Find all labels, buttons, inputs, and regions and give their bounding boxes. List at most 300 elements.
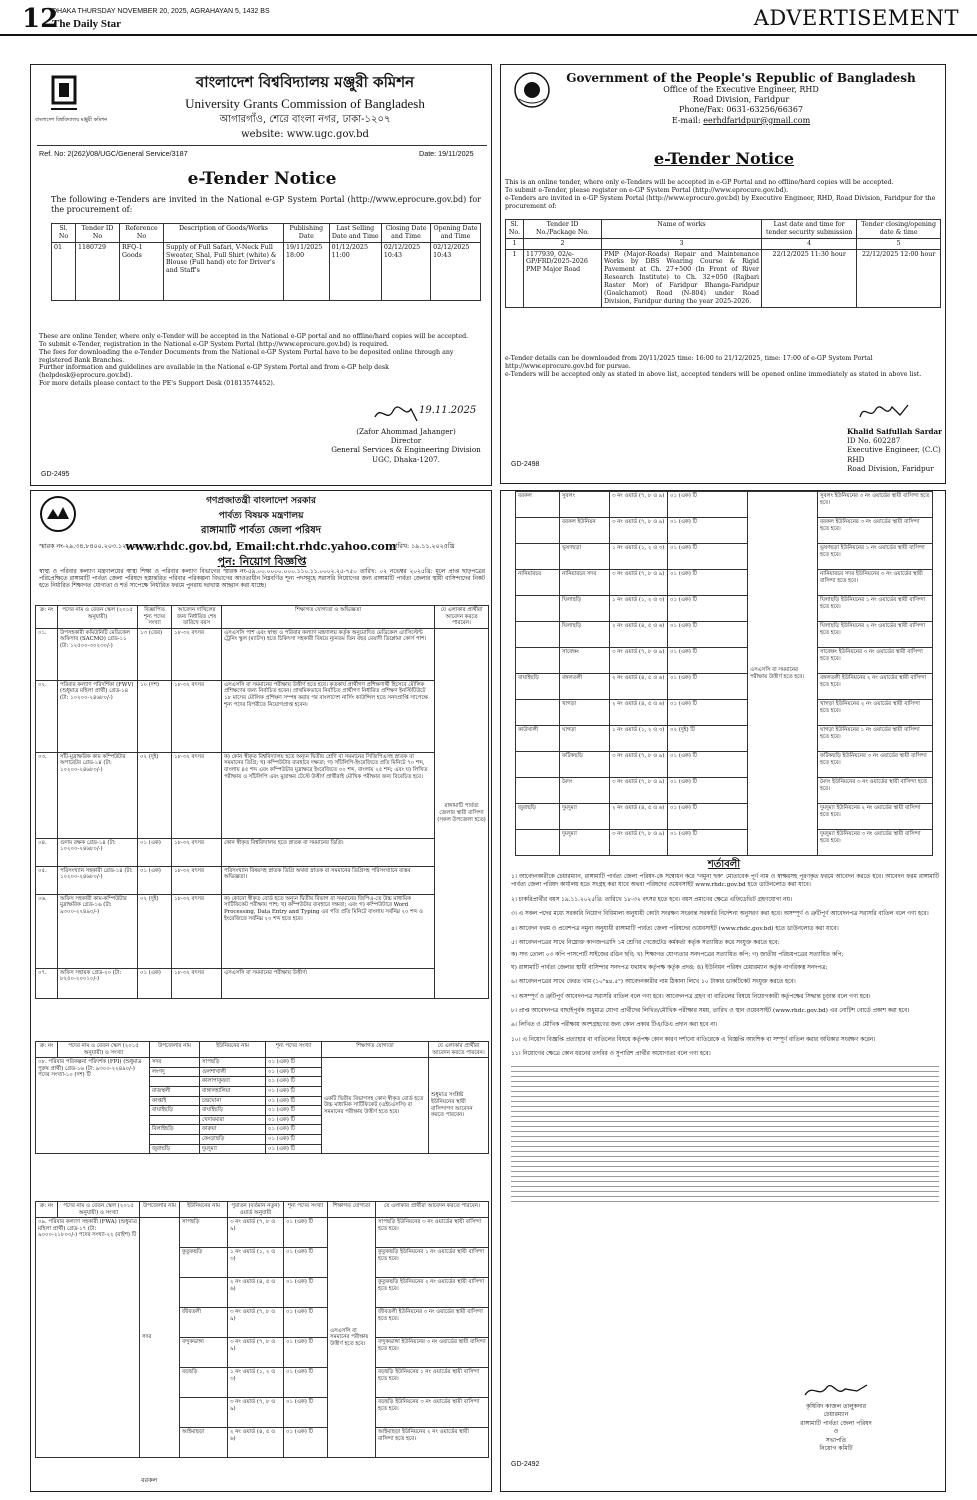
table-row bbox=[36, 752, 489, 838]
cell: সাবেক্ষং bbox=[560, 648, 610, 674]
intro-line: This is an online tender, where only e-Tenders will be accepted in e-GP Portal and no offline/hard copies will be accepted. bbox=[505, 179, 894, 186]
table-row bbox=[516, 492, 933, 518]
col-number: 4 bbox=[762, 238, 857, 249]
col-header: Publishing Date bbox=[284, 224, 330, 243]
cell: ১ নং ওয়ার্ড (১, ২ ও ৩) bbox=[610, 726, 668, 752]
col-header: ক্র: নং bbox=[36, 606, 58, 629]
cell: নানিয়ারচর সদর bbox=[560, 570, 610, 596]
cell: বঙ্গলতলী ইউনিয়নের ২ নং ওয়ার্ডের স্থায়ী বাসিন্দা হতে হবে। bbox=[818, 674, 933, 700]
cell bbox=[516, 700, 560, 726]
rhdc-council-sig: রাঙ্গামাটি পার্বত্য জেলা পরিষদ bbox=[800, 1419, 872, 1427]
page-header bbox=[0, 0, 977, 36]
newspaper-name: The Daily Star bbox=[52, 18, 122, 30]
cell: ০২ (দুই) bbox=[138, 752, 172, 838]
cell: ০১ (এক) টি bbox=[284, 1398, 328, 1428]
col-header: বিজ্ঞাপিত শূন্য পদের সংখ্যা bbox=[138, 606, 172, 629]
cell: ০১ (এক) টি bbox=[266, 1115, 322, 1125]
dateline: DHAKA THURSDAY NOVEMBER 20, 2025, AGRAHAYAN 5, 1432 BS bbox=[52, 8, 270, 15]
table-row bbox=[516, 674, 933, 700]
intro-line: e-Tenders are invited in e-GP System Portal (http://www.eprocure.gov.bd) by Executive Engineer, RHD, Road Division, Faridpur for the procurement of: bbox=[505, 194, 936, 210]
cell bbox=[180, 1398, 228, 1428]
note: To submit e-Tender, registration in the National e-GP System Portal (http://www.eprocure.gov.bd) is required. bbox=[39, 340, 389, 348]
cell: নানিয়ারচর সদর ইউনিয়নের ৩ নং ওয়ার্ডের স্থায়ী বাসিন্দা হতে হবে। bbox=[818, 570, 933, 596]
cell: ২ নং ওয়ার্ড (৪, ৫ ও ৬) bbox=[228, 1278, 284, 1308]
ugc-tender-table bbox=[51, 223, 481, 301]
term: ৯। লিখিত ও মৌখিক পরীক্ষায় অংশগ্রহণের জন্য কোন প্রকার টিএ/ডিএ প্রদান করা হবে না। bbox=[511, 1022, 718, 1029]
section-title: ADVERTISEMENT bbox=[753, 6, 959, 30]
cell bbox=[516, 622, 560, 648]
cell: ঘাগড়া ইউনিয়নের ১ নং ওয়ার্ডের স্থায়ী বাসিন্দা হতে হবে। bbox=[818, 726, 933, 752]
cell: ২ নং ওয়ার্ড (৪, ৫ ও ৬) bbox=[610, 700, 668, 726]
rhd-division: Road Division, Faridpur bbox=[692, 95, 790, 105]
table-row bbox=[36, 628, 489, 680]
ad-code: GD-2495 bbox=[41, 471, 70, 478]
cell: 1177939, 02/e-GP/FRD/2025-2026 PMP Major Road bbox=[524, 249, 602, 307]
term: ৬। আবেদনপত্রের সাথে ফেরত খাম (১০"x৪.৫") আবেদনকারীর নাম ঠিকানা লিখে ১০ টাকার ডাকটিকেট সংযুক্ত করতে হবে। bbox=[511, 979, 796, 986]
cell: 1180729 bbox=[76, 242, 120, 300]
rhd-phone: Phone/Fax: 0631-63256/66367 bbox=[678, 105, 804, 115]
cell: এসএসসি বা সমমানের পরীক্ষায় উত্তীর্ণ হতে হবে। কৃতকার্য প্রার্থীগণ প্রশিক্ষণার্থী হিসেবে মৌলিক প্রশিক্ষণের জন্য নির্বাচিত হবেন। প্রাথমিকভাবে নির্বাচিত প্রার্থীগণ নির্ধারিত প্রশিক্ষণ ইনস্টিটিউটে ১৮ মাসের মৌলিক প্রশিক্ষণ সম্পন্ন করার পর বাংলাদেশ নার্সিং কাউন্সিল হতে সনদপ্রাপ্তি সাপেক্ষে শূন্য পদের বিপরীতে নিয়োগপ্রাপ্ত হবেন। bbox=[222, 680, 435, 752]
qual-cell: এসএসসি বা সমমানের পরীক্ষায় উত্তীর্ণ হতে হবে। bbox=[328, 1218, 376, 1458]
cell: ১৮-৩২ বৎসর bbox=[172, 628, 222, 680]
cell: ০১ (এক) টি bbox=[266, 1086, 322, 1096]
table-row bbox=[516, 752, 933, 778]
cell: ০১ (এক) টি bbox=[668, 518, 748, 544]
cell: মৈদং bbox=[560, 778, 610, 804]
cell: ০১. bbox=[36, 628, 58, 680]
col-header: যে এলাকার প্রার্থীরা আবেদন করতে পারবেন। bbox=[435, 606, 489, 629]
cell: কাউখালী bbox=[516, 726, 560, 752]
cell: কুতুকছড়ি ইউনিয়নের ২ নং ওয়ার্ডের স্থায়ী বাসিন্দা হতে হবে। bbox=[376, 1278, 489, 1308]
rhd-signer: Khalid Saifullah Sardar bbox=[847, 427, 942, 436]
cell: PMP (Major-Roads) Repair and Maintenance Works by DBS Wearing Course & Rigid Pavement at Ch. 27+500 (In Front of River Research Institute) to Ch. 32+050 (Rajbari Raster Mor) of Faridpur Bhanga-Faridpur (Goalchamot) Road (N-804) under Road Division, Faridpur during the year 2025-2026. bbox=[602, 249, 762, 307]
cell: ০১ (এক) টি bbox=[668, 804, 748, 830]
cell: ২ নং ওয়ার্ড (৪, ৫ ও ৬) bbox=[610, 804, 668, 830]
cell bbox=[516, 544, 560, 570]
col-header: পদের নাম ও বেতন স্কেল (২০১৫ অনুযায়ী) ও সংখ্যা bbox=[58, 1202, 140, 1218]
cell: ঘিলাছড়ি bbox=[560, 622, 610, 648]
cell: 1 bbox=[506, 249, 524, 307]
cell: ১৮-৩২ বৎসর bbox=[172, 894, 222, 968]
ugc-logo bbox=[45, 75, 83, 117]
cell: ০৬. bbox=[36, 894, 58, 968]
ugc-signer: (Zafor Ahommad Jahanger) bbox=[356, 427, 456, 436]
rhd-title: e-Tender Notice bbox=[653, 149, 795, 168]
col-header: Reference No bbox=[120, 224, 164, 243]
cell: ০১ (এক) bbox=[138, 838, 172, 866]
term: ৮। প্রাপ্ত আবেদনপত্র বাছাইপূর্বক শুধুমাত্র যোগ্য প্রার্থীদের লিখিত/মৌখিক পরীক্ষার সময়, তারিখ ও স্থান ওয়েবসাইট (www.rhdc.gov.bd) এর নোটিশ বোর্ডে প্রকাশ করা হবে। bbox=[511, 1007, 910, 1014]
cell: ১ নং ওয়ার্ড (১, ২ ও ৩) bbox=[228, 1368, 284, 1398]
col-header: Sl. No. bbox=[506, 220, 524, 239]
cell: আইমাছড়া ইউনিয়নের ২ নং ওয়ার্ডের স্থায়ী বাসিন্দা হতে হবে। bbox=[376, 1428, 489, 1458]
cell: 22/12/2025 12:00 hour bbox=[857, 249, 941, 307]
cell: ০১ (এক) টি bbox=[266, 1077, 322, 1087]
cell: বিলাইছড়ি bbox=[150, 1125, 200, 1135]
cell: 01 bbox=[52, 242, 76, 300]
cell: বড়ছড়ি ইউনিয়নের ৩ নং ওয়ার্ডের স্থায়ী বাসিন্দা হতে হবে। bbox=[376, 1398, 489, 1428]
ugc-designation: Director bbox=[390, 436, 422, 446]
cell: জীবতলী bbox=[180, 1308, 228, 1338]
col-header: Tender ID No bbox=[76, 224, 120, 243]
cell: ১ নং ওয়ার্ড (১, ২ ও ৩) bbox=[610, 544, 668, 570]
col-header: যে এলাকার প্রার্থীরা আবেদন করতে পারবেন। bbox=[429, 1042, 489, 1058]
cell: ফটিকছড়ি bbox=[560, 752, 610, 778]
cell: দুমদুম্যা bbox=[560, 804, 610, 830]
table-row bbox=[516, 726, 933, 752]
cell: ০১ (এক) টি bbox=[668, 778, 748, 804]
col-header: ইউনিয়নের নাম bbox=[200, 1042, 266, 1058]
ugc-date: Date: 19/11/2025 bbox=[419, 149, 474, 158]
rhdc-web[interactable]: www.rhdc.gov.bd, Email:cht.rhdc.yahoo.com bbox=[125, 540, 397, 553]
cell: বরকল ইউনিয়নের ৩ নং ওয়ার্ডের স্থায়ী বাসিন্দা হতে হবে। bbox=[818, 518, 933, 544]
col-header: শিক্ষাগত যোগ্যতা bbox=[328, 1202, 376, 1218]
ugc-ref: Ref. No: 2(262)/08/UGC/General Service/3187 bbox=[39, 149, 188, 158]
table-row bbox=[36, 894, 489, 968]
cell: ঘিলাছড়ি ইউনিয়নের ১ নং ওয়ার্ডের স্থায়ী বাসিন্দা হতে হবে। bbox=[818, 596, 933, 622]
cell: 22/12/2025 11:30 hour bbox=[762, 249, 857, 307]
cell: ০১ (এক) টি bbox=[284, 1218, 328, 1248]
rhdc-designation: চেয়ারম্যান bbox=[823, 1411, 849, 1419]
cell: ৩ নং ওয়ার্ড (৭, ৮ ও ৯) bbox=[228, 1218, 284, 1248]
cell: ৩ নং ওয়ার্ড (৭, ৮ ও ৯) bbox=[610, 648, 668, 674]
col-header: Name of works bbox=[602, 220, 762, 239]
cell: বাঘাইছড়ি bbox=[516, 674, 560, 700]
rhdc-date: তারিখ: ১৯.১১.২০২৫খ্রি bbox=[391, 543, 455, 550]
cell: ০১ (এক) bbox=[138, 866, 172, 894]
cell: পরিসংখ্যান বিষয়সহ স্নাতক ডিগ্রি অথবা স্নাতক বা সমমানের ডিগ্রিসহ পরিসংখ্যানে বাস্তব অভিজ্ঞতা। bbox=[222, 866, 435, 894]
continued-label: বরকল bbox=[141, 1477, 158, 1484]
rhdc-gov: গণপ্রজাতন্ত্রী বাংলাদেশ সরকার bbox=[206, 496, 316, 506]
cell: সাঁট-মুদ্রাক্ষরিক কাম কম্পিউটার অপারেটর গ্রেড-১৪ (টা: ১০২০০-২৪৬৮০/-) bbox=[58, 752, 138, 838]
ugc-office: UGC, Dhaka-1207. bbox=[372, 454, 440, 464]
table-row bbox=[36, 838, 489, 866]
cell: ৩ নং ওয়ার্ড (৭, ৮ ও ৯) bbox=[228, 1338, 284, 1368]
cell: RFQ-1 Goods bbox=[120, 242, 164, 300]
cell: ০১ (এক) টি bbox=[266, 1134, 322, 1144]
cell: বাঘাইছড়ি bbox=[150, 1106, 200, 1116]
area-cell: রাঙ্গামাটি পার্বত্য জেলার স্থায়ী বাসিন্দা (সকল উপজেলা হতে) bbox=[435, 628, 489, 998]
rhd-designation: Executive Engineer, (C.C) RHD bbox=[847, 445, 941, 464]
rhdc-council: রাঙ্গামাটি পার্বত্য জেলা পরিষদ bbox=[200, 525, 322, 536]
table-row bbox=[516, 830, 933, 856]
intro-line: To submit e-Tender, please register on e-GP System Portal (http://www.eprocure.gov.bd). bbox=[505, 186, 789, 194]
term: ৫। আবেদনপত্রের সাথে নিম্নোক্ত কাগজপত্রাদি ১ম শ্রেণির গেজেটেড কর্মকর্তা কর্তৃক সত্যায়িত করে সংযুক্ত করতে হবে: bbox=[511, 939, 780, 946]
table-row bbox=[516, 622, 933, 648]
note: e-Tender details can be downloaded from 20/11/2025 time: 16:00 to 21/12/2025, time: 17:00 of e-GP System Portal http://www.eprocure.gov.bd for pursue. bbox=[505, 355, 873, 370]
cell: ১৮-৩২ বৎসর bbox=[172, 968, 222, 998]
cell: ০১ (এক) টি bbox=[668, 700, 748, 726]
col-header: শিক্ষাগত যোগ্যতা ও অভিজ্ঞতা bbox=[222, 606, 435, 629]
cell: ০১ (এক) টি bbox=[668, 674, 748, 700]
col-number: 2 bbox=[524, 238, 602, 249]
cell: কালাপাকুজ্যা bbox=[200, 1077, 266, 1087]
cell: বড়ছড়ি ইউনিয়নের ১ নং ওয়ার্ডের স্থায়ী বাসিন্দা হতে হবে। bbox=[376, 1368, 489, 1398]
cell: কাপ্তাই bbox=[150, 1096, 200, 1106]
cell: ১ নং ওয়ার্ড (১, ২ ও ৩) bbox=[610, 596, 668, 622]
cell: ০১ (এক) টি bbox=[284, 1308, 328, 1338]
cell bbox=[516, 752, 560, 778]
cell: বাঘাইছড়ি bbox=[200, 1106, 266, 1116]
term: ৩। এ সকল পদের মধ্যে সরকারি নিয়োগ বিধিমালা অনুযায়ী কোটা সংরক্ষণ সংক্রান্ত সরকারি নির্দেশনা অনুসরণ করা হবে। অসম্পূর্ণ ও ত্রুটিপূর্ণ আবেদনপত্র সরাসরি বাতিল বলে গণ্য হবে। bbox=[511, 911, 929, 918]
terms-list bbox=[511, 873, 939, 1206]
cell: ১৮-৩২ বৎসর bbox=[172, 838, 222, 866]
rhdc-recruitment-ad-right bbox=[500, 490, 946, 1492]
cell: সাপছড়ি bbox=[180, 1218, 228, 1248]
cell: ০৩. bbox=[36, 752, 58, 838]
term: ৭। অসম্পূর্ণ ও ত্রুটিপূর্ণ আবেদনপত্র সরাসরি বাতিল বলে গণ্য হবে। আবেদনপত্র গ্রহণ বা বাতিলের বিষয়ে নিয়োগকারী কর্তৃপক্ষের সিদ্ধান্ত চূড়ান্ত বলে গণ্য হবে। bbox=[511, 993, 871, 1000]
cell: ৩ নং ওয়ার্ড (৭, ৮ ও ৯) bbox=[610, 570, 668, 596]
term: ক) সদ্য তোলা ০৩ কপি পাসপোর্ট সাইজের রঙিন ছবি; খ) শিক্ষাগত যোগ্যতার সনদপত্রের সত্যায়িত কপি; গ) জাতীয় পরিচয়পত্রের সত্যায়িত কপি; bbox=[511, 952, 844, 959]
col-header: Closing Date and Time bbox=[381, 224, 430, 243]
cell: দুমদুম্যা ইউনিয়নের ২ নং ওয়ার্ডের স্থায়ী বাসিন্দা হতে হবে। bbox=[818, 804, 933, 830]
ad-code: GD-2498 bbox=[511, 461, 540, 468]
cell: বঙ্গলতলী bbox=[560, 674, 610, 700]
qual-cell: একটি দ্বিতীয় বিভাগসহ কোন স্বীকৃত বোর্ড হতে উচ্চ মাধ্যমিক সার্টিফিকেট (এইচএসসি) বা সমমানের পরীক্ষায় উত্তীর্ণ হতে হবে। bbox=[322, 1058, 429, 1154]
cell: ২ নং ওয়ার্ড (৪, ৫ ও ৬) bbox=[610, 622, 668, 648]
rhd-tender-table bbox=[505, 219, 941, 308]
col-header: Last date and time for tender security submission bbox=[762, 220, 857, 239]
cell: ঘিলাছড়ি bbox=[560, 596, 610, 622]
cell: সাবেক্ষং ইউনিয়নের ৩ নং ওয়ার্ডের স্থায়ী বাসিন্দা হতে হবে। bbox=[818, 648, 933, 674]
rhdc-signer: কৃষিবিদ কাজল তালুকদার bbox=[805, 1403, 867, 1410]
cell: আইমাছড়া bbox=[180, 1428, 228, 1458]
cell: ০৪. bbox=[36, 838, 58, 866]
table-row bbox=[516, 778, 933, 804]
post-table-3-continued bbox=[515, 491, 933, 856]
ugc-english-name: University Grants Commission of Bangladesh bbox=[185, 96, 425, 111]
cell: ০১ (এক) টি bbox=[266, 1144, 322, 1154]
ugc-bangla-name: বাংলাদেশ বিশ্ববিদ্যালয় মঞ্জুরী কমিশন bbox=[195, 73, 415, 91]
rhdc-recruitment-ad-left bbox=[30, 490, 492, 1492]
rhd-division-sig: Road Division, Faridpur bbox=[847, 463, 934, 473]
cell bbox=[150, 1134, 200, 1144]
rhd-id: ID No. 602287 bbox=[847, 436, 901, 446]
note: Further information and guidelines are available in the National e-GP System Portal and from e-GP help desk (helpdesk@eprocure.gov.bd). bbox=[39, 364, 389, 380]
table-row bbox=[52, 242, 481, 300]
cell: ০১ (এক) টি bbox=[668, 622, 748, 648]
cell: কুতুকছড়ি bbox=[180, 1248, 228, 1278]
cell: পরিসংখ্যান সহকারী গ্রেড-১৪ (টা: ১০২০০-২৪৬৮০/-) bbox=[58, 866, 138, 894]
table-row bbox=[516, 700, 933, 726]
cell: খাগড়া ইউনিয়নের ২ নং ওয়ার্ডের স্থায়ী বাসিন্দা হতে হবে। bbox=[818, 700, 933, 726]
rhdc-memo: স্মারক নং-২৯.৩৪.৮৪০০.২০৩.১২.০০১.১০১৮ bbox=[39, 543, 159, 550]
cell: চন্দ্রঘোনা bbox=[200, 1096, 266, 1106]
col-header: Sl. No bbox=[52, 224, 76, 243]
cell: ৩ নং ওয়ার্ড (৭, ৮ ও ৯) bbox=[610, 752, 668, 778]
note: For more details please contact to the PE's Support Desk (01813574452). bbox=[39, 380, 275, 388]
cell: ০১ (এক) bbox=[138, 968, 172, 998]
cell: ০৫. bbox=[36, 866, 58, 894]
table-row bbox=[36, 968, 489, 998]
cell: ০১ (এক) টি bbox=[266, 1096, 322, 1106]
cell: খেদারমারা bbox=[200, 1115, 266, 1125]
cell: ০১ (এক) টি bbox=[668, 596, 748, 622]
cell: ১৮-৩২ বৎসর bbox=[172, 680, 222, 752]
table-row bbox=[36, 1218, 489, 1248]
and-text: ও bbox=[833, 1428, 839, 1436]
table-row bbox=[516, 596, 933, 622]
cell bbox=[150, 1115, 200, 1125]
rhdc-role: সভাপতি bbox=[825, 1436, 847, 1444]
cell: ৩ নং ওয়ার্ড (৭, ৮ ও ৯) bbox=[610, 492, 668, 518]
cell: ঘাগড়া bbox=[560, 726, 610, 752]
table-row bbox=[36, 1058, 489, 1068]
cell: ঘিলাছড়ি ইউনিয়নের ২ নং ওয়ার্ডের স্থায়ী বাসিন্দা হতে হবে। bbox=[818, 622, 933, 648]
cell: উপসহকারী কমিউনিটি মেডিকেল অফিসার (SACMO) গ্রেড-১১ (টা: ১২৫০০-৩০২৩০/-) bbox=[58, 628, 138, 680]
rhdc-committee: নিয়োগ কমিটি bbox=[819, 1444, 853, 1452]
cell: বরকল bbox=[516, 492, 560, 518]
term: ১। আবেদনকারীকে চেয়ারম্যান, রাঙ্গামাটি পার্বত্য জেলা পরিষদ-কে সম্বোধন করে "নমুনা ছক" মোতাবেক পূর্ণ নাম ও স্বাক্ষরসহ পূরণকৃত ফরমে আবেদন করতে হবে। আবেদন ফরম রাঙ্গামাটি পার্বত্য জেলা পরিষদ কার্যালয় হতে সংগ্রহ করা যাবে অথবা পরিষদের ওয়েবসাইট www.rhdc.gov.bd হতে ডাউনলোড করা যাবে। bbox=[511, 874, 939, 889]
cell bbox=[516, 830, 560, 856]
ugc-tender-ad bbox=[30, 64, 492, 486]
ugc-notes bbox=[39, 333, 479, 388]
cell: সদর bbox=[150, 1058, 200, 1068]
post-cell: ০৮. পরিবার পরিকল্পনা পরিদর্শক (FPI) (শুধুমাত্র পুরুষ প্রার্থী) গ্রেড-১৬ (টা: ৯৩০০-২২৪৯০/-) পদের সংখ্যা-১০ (দশ) টি bbox=[36, 1058, 150, 1154]
rhd-email[interactable]: eerhdfaridpur@gmail.com bbox=[703, 115, 811, 125]
cell: সুবলং bbox=[560, 492, 610, 518]
cell: ০২. bbox=[36, 680, 58, 752]
col-header: পুরাতন (বর্তমান নতুন) ওয়ার্ড অনুযায়ী bbox=[228, 1202, 284, 1218]
cell: ০১ (এক) টি bbox=[284, 1278, 328, 1308]
table-row bbox=[516, 804, 933, 830]
cell: 02/12/2025 10:43 bbox=[431, 242, 481, 300]
cell: পরিবার কল্যাণ পরিদর্শিকা (FWV) (শুধুমাত্র মহিলা প্রার্থী) গ্রেড-১৪ (টা: ১০২০০-২৪৬৮০/-) bbox=[58, 680, 138, 752]
cell: ১৮-৩২ বৎসর bbox=[172, 752, 222, 838]
table-row bbox=[516, 544, 933, 570]
cell: সাপছড়ি bbox=[200, 1058, 266, 1068]
col-number: 5 bbox=[857, 238, 941, 249]
cell: ০২ (দুই) bbox=[138, 894, 172, 968]
cell: ০১ (এক) টি bbox=[284, 1428, 328, 1458]
cell: ০১ (এক) টি bbox=[668, 492, 748, 518]
col-header: শূন্য পদের সংখ্যা bbox=[266, 1042, 322, 1058]
cell: ০১ (এক) টি bbox=[668, 830, 748, 856]
term: ১০। এ নিয়োগ বিজ্ঞপ্তি প্রত্যাহার বা বাতিলের বিষয়ে কর্তৃপক্ষ কোন কারণ দর্শানো ব্যতিরেকে এ বিজ্ঞপ্তি আংশিক বা সম্পূর্ণ বাতিল করার অধিকার সংরক্ষণ করেন। bbox=[511, 1036, 876, 1043]
cell bbox=[516, 596, 560, 622]
table-row bbox=[36, 866, 489, 894]
rhd-tender-ad bbox=[500, 64, 946, 484]
cell: কুতুকছড়ি ইউনিয়নের ১ নং ওয়ার্ডের স্থায়ী বাসিন্দা হতে হবে। bbox=[376, 1248, 489, 1278]
cell: 01/12/2025 11:00 bbox=[329, 242, 381, 300]
cell: ০৭. bbox=[36, 968, 58, 998]
col-header: শূন্য পদের সংখ্যা bbox=[284, 1202, 328, 1218]
post-table-3 bbox=[35, 1201, 489, 1458]
col-number: 1 bbox=[506, 238, 524, 249]
col-header: Last Selling Date and Time bbox=[329, 224, 381, 243]
cell: এসএসসি বা সমমানের পরীক্ষায় উত্তীর্ণ। bbox=[222, 968, 435, 998]
col-number: 3 bbox=[602, 238, 762, 249]
cell: রাজস্থলী bbox=[150, 1086, 200, 1096]
cell: ১৩ (তের) bbox=[138, 628, 172, 680]
cell: দুমদুম্যা ইউনিয়নের ৩ নং ওয়ার্ডের স্থায়ী বাসিন্দা হতে হবে। bbox=[818, 830, 933, 856]
qual-cell: এসএসসি বা সমমানের পরীক্ষায় উত্তীর্ণ হতে হবে। bbox=[748, 492, 818, 856]
table-row bbox=[516, 648, 933, 674]
cell bbox=[516, 778, 560, 804]
cell: অফিস সহায়ক গ্রেড-২০ (টা: ৮২৫০-২০০১০/-) bbox=[58, 968, 138, 998]
post-table-2 bbox=[35, 1041, 489, 1154]
cell: দুমদুম্যা bbox=[560, 830, 610, 856]
cell: খাগড়া bbox=[560, 700, 610, 726]
cell: ০১ (এক) টি bbox=[668, 752, 748, 778]
cell: ০১ (এক) টি bbox=[266, 1106, 322, 1116]
cell: ১ নং ওয়ার্ড (১, ২ ও ৩) bbox=[228, 1248, 284, 1278]
cell: সদর bbox=[140, 1218, 180, 1458]
post-cell: ০৯. পরিবার কল্যাণ সহকারী (FWA) (শুধুমাত্র মহিলা প্রার্থী) গ্রেড-১৭ (টা: ৯০০০-২১৮০০/-) পদের সংখ্যা-২২ (বাইশ) টি bbox=[36, 1218, 140, 1458]
cell: ০১ (এক) টি bbox=[284, 1338, 328, 1368]
ugc-title: e-Tender Notice bbox=[187, 169, 337, 189]
cell: বাঙ্গালহালিয়া bbox=[200, 1086, 266, 1096]
cell: বরকল ইউনিয়ন bbox=[560, 518, 610, 544]
cell: ৩ নং ওয়ার্ড (৭, ৮ ও ৯) bbox=[610, 778, 668, 804]
cell: গুলশাখালী bbox=[200, 1067, 266, 1077]
cell: ২ নং ওয়ার্ড (৪, ৫ ও ৬) bbox=[228, 1428, 284, 1458]
col-header: Opening Date and Time bbox=[431, 224, 481, 243]
note: These are online Tender, where only e-Tender will be accepted in the National e-GP portal and no offline/hard copies will be accepted. bbox=[39, 333, 469, 340]
cell: ৩ নং ওয়ার্ড (৭, ৮ ও ৯) bbox=[610, 518, 668, 544]
col-header: Tender closing/opening date & time bbox=[857, 220, 941, 239]
cell: বড়ছড়ি bbox=[180, 1368, 228, 1398]
cell: ০১ (এক) টি bbox=[284, 1248, 328, 1278]
cell: ০১ (এক) টি bbox=[266, 1067, 322, 1077]
col-header: Tender ID No./Package No. bbox=[524, 220, 602, 239]
cell: গুদাম রক্ষক গ্রেড-১৪ (টা: ১০২০০-২৪৬৮০/-) bbox=[58, 838, 138, 866]
cell bbox=[150, 1077, 200, 1087]
cell: ক) কোন স্বীকৃত বিশ্ববিদ্যালয় হতে অন্যূন দ্বিতীয় শ্রেণি বা সমমানের সিজিপিএসহ স্নাতক বা সমমানের ডিগ্রি; খ) কম্পিউটার ব্যবহারে দক্ষতা; গ) সাঁটলিপি-ইংরেজিতে প্রতি মিনিটে ৭০ শব্দ, বাংলায় ৪৫ শব্দ এবং কম্পিউটার মুদ্রাক্ষরে ইংরেজিতে ৩০ শব্দ, বাংলায় ২৫ শব্দ; এবং ঘ) লিখিত পরীক্ষায় ও সাঁটলিপি এবং মুদ্রাক্ষর টেস্টে উত্তীর্ণ প্রার্থীরাই মৌখিক পরীক্ষার জন্য বিবেচিত হবে। bbox=[222, 752, 435, 838]
rhd-office: Office of the Executive Engineer, RHD bbox=[663, 85, 819, 94]
cell: ৩ নং ওয়ার্ড (৭, ৮ ও ৯) bbox=[610, 830, 668, 856]
signature-date: 19.11.2025 bbox=[419, 405, 477, 416]
cell: 02/12/2025 10:43 bbox=[381, 242, 430, 300]
cell: লংগদু bbox=[150, 1067, 200, 1077]
cell: জুরাছড়ি bbox=[516, 804, 560, 830]
col-header: শিক্ষাগত যোগ্যতা bbox=[322, 1042, 429, 1058]
cell: ভূষণছড়া bbox=[560, 544, 610, 570]
cell: অফিস সহকারী কাম-কম্পিউটার মুদ্রাক্ষরিক গ্রেড-১৬ (টা: ৯৩০০-২২৪৯০/-) bbox=[58, 894, 138, 968]
cell: ১৮-৩২ বৎসর bbox=[172, 866, 222, 894]
area-cell: শুধুমাত্র সংশ্লিষ্ট ইউনিয়নের স্থায়ী বাসিন্দাগণ আবেদন করতে পারবেন। bbox=[429, 1058, 489, 1154]
term: ২। চাকরিপ্রার্থীর বয়স ১৯.১১.২০২৫খ্রি: তারিখে ১৮-৩২ বৎসর হতে হবে। বয়স প্রমাণের ক্ষেত্রে এফিডেভিট গ্রহণযোগ্য নয়। bbox=[511, 896, 792, 903]
cell: নানিয়ারচর bbox=[516, 570, 560, 596]
cell: ফারুয়া bbox=[200, 1125, 266, 1135]
cell: মৈদং ইউনিয়নের ৩ নং ওয়ার্ডের স্থায়ী বাসিন্দা হতে হবে। bbox=[818, 778, 933, 804]
cell: জীবতলী ইউনিয়নের ৩ নং ওয়ার্ডের স্থায়ী বাসিন্দা হতে হবে। bbox=[376, 1308, 489, 1338]
cell: ০১ (এক) টি bbox=[266, 1125, 322, 1135]
table-row bbox=[36, 680, 489, 752]
cell: ০১ (এক) টি bbox=[266, 1058, 322, 1068]
term: ৪। আবেদন ফরম ও প্রবেশপত্র নমুনা অনুযায়ী রাঙ্গামাটি পার্বত্য জেলা পরিষদের ওয়েবসাইট (www.rhdc.gov.bd) হতে ডাউনলোড করা যাবে। bbox=[511, 925, 839, 932]
cell: ০২ (দুই) টি bbox=[668, 726, 748, 752]
ugc-logo-caption: বাংলাদেশ বিশ্ববিদ্যালয় মঞ্জুরী কমিশন bbox=[35, 117, 108, 123]
col-header: ক্র: নং bbox=[36, 1202, 58, 1218]
cell: সাপছড়ি ইউনিয়নের ৩ নং ওয়ার্ডের স্থায়ী বাসিন্দা হতে হবে। bbox=[376, 1218, 489, 1248]
rhdc-ministry: পার্বত্য বিষয়ক মন্ত্রণালয় bbox=[218, 511, 304, 521]
cell: ০১ (এক) টি bbox=[668, 648, 748, 674]
cell: Supply of Full Safari, V-Neck Full Sweater, Shal, Full Shirt (white) & Blouse (Full hand) etc for Driver's and Staff's bbox=[164, 242, 284, 300]
rhdc-intro: স্বাস্থ্য ও পরিবার কল্যাণ মন্ত্রণালয়ের স্বাস্থ্য শিক্ষা ও পরিবার কল্যাণ বিভাগের স্মারক নং-৫৯.০০.০০০০.০০০.১১০.১১.০০০২.২৫-৭৫০ তারিখ: ০২ নভেম্বর ২০২৫খ্রি: মূলে প্রাপ্ত ছাড়পত্রের পরিপ্রেক্ষিতে রাঙ্গামাটি পার্বত্য জেলা পরিষদে হস্তান্তরিত পরিবার পরিকল্পনা বিভাগের আওতাধীন নিম্নবর্ণিত শূন্য পদসমূহে সরাসরি নিয়োগের জন্য রাঙ্গামাটি পার্বত্য জেলার স্থায়ী বাসিন্দাদের নিকট হতে নির্ধারিত শিক্ষাগত যোগ্যতা ও শর্ত সাপেক্ষে নির্ধারিত ফরমে পুনরায় দরখাস্ত আহ্বান করা যাচ্ছে। bbox=[39, 569, 485, 590]
rhd-signature bbox=[856, 399, 912, 427]
cell: বন্দুকভাঙ্গা ইউনিয়নের ৩ নং ওয়ার্ডের স্থায়ী বাসিন্দা হতে হবে। bbox=[376, 1338, 489, 1368]
col-header: ইউনিয়নের নাম bbox=[180, 1202, 228, 1218]
col-header: উপজেলার নাম bbox=[140, 1202, 180, 1218]
cell: 19/11/2025 18:00 bbox=[284, 242, 330, 300]
cell: ০১ (এক) টি bbox=[668, 544, 748, 570]
cell bbox=[516, 518, 560, 544]
term: ১১। নিয়োগের ক্ষেত্রে কোন ধরনের তদবির ও সুপারিশ প্রার্থীর অযোগ্যতা বলে গণ্য হবে। bbox=[511, 1051, 711, 1058]
cell: ক) কোনো স্বীকৃত বোর্ড হতে অন্যূন দ্বিতীয় বিভাগ বা সমমানের জিপিএ-তে উচ্চ মাধ্যমিক সার্টিফিকেট পরীক্ষায় পাশ; খ) কম্পিউটার ব্যবহারে দক্ষতা; এবং গ) কম্পিউটারে Word Processing, Data Entry and Typing এর গতি প্রতি মিনিটে বাংলায় সর্বনিম্ন ২০ শব্দ ও ইংরেজিতে সর্বনিম্ন ২০ শব্দ হতে হবে। bbox=[222, 894, 435, 968]
ugc-website[interactable]: website: www.ugc.gov.bd bbox=[241, 129, 369, 140]
fine-print-lines bbox=[511, 1066, 939, 1202]
cell: ফটিকছড়ি ইউনিয়নের ৩ নং ওয়ার্ডের স্থায়ী বাসিন্দা হতে হবে। bbox=[818, 752, 933, 778]
